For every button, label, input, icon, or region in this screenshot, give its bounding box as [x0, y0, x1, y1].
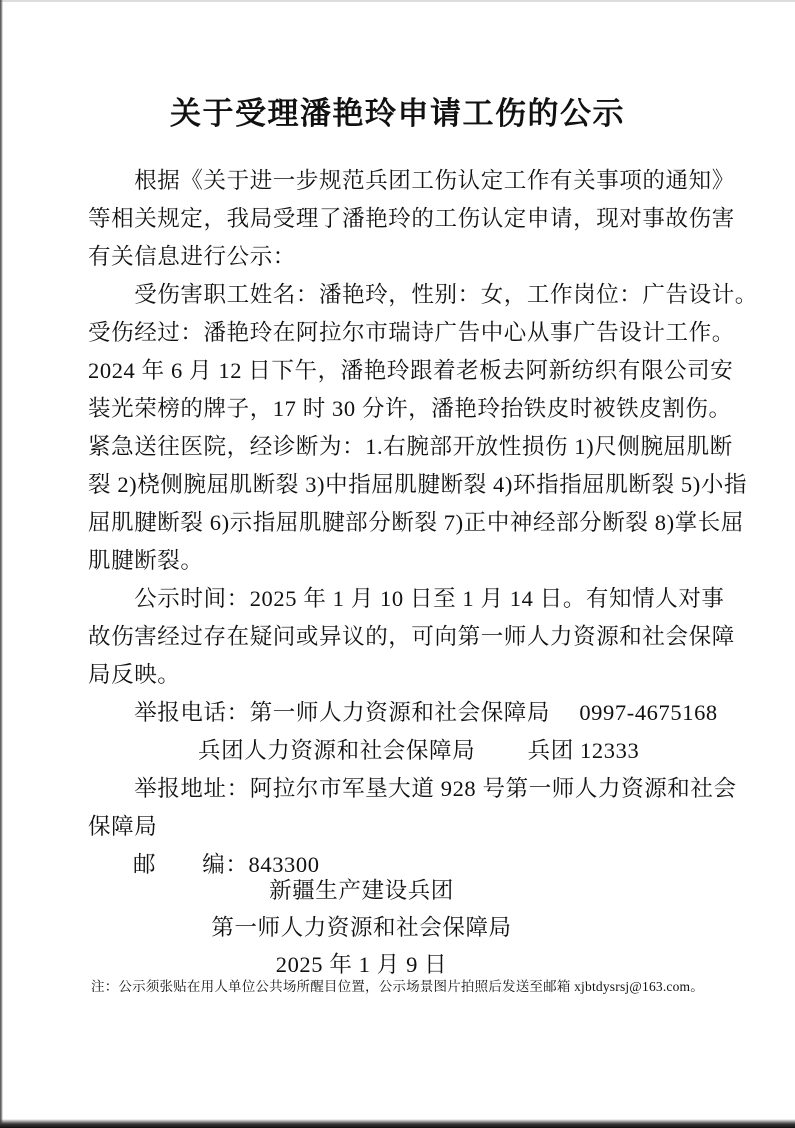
signature-org: 新疆生产建设兵团: [269, 878, 454, 903]
scan-edge-top: [0, 0, 795, 2]
report-phone-line-2: 兵团人力资源和社会保障局 兵团 12333: [198, 738, 640, 763]
intro-line-1: 根据《关于进一步规范兵团工伤认定工作有关事项的通知》: [88, 168, 735, 193]
signature-block: [0, 872, 795, 983]
publicity-period-line-2: 故伤害经过存在疑问或异议的，可向第一师人力资源和社会保障: [88, 624, 735, 649]
report-address-line-2: 保障局: [88, 814, 158, 839]
publicity-period-line-1: 公示时间：2025 年 1 月 10 日至 1 月 14 日。有知情人对事: [88, 586, 725, 611]
scan-edge-bottom: [0, 1119, 795, 1128]
accident-line-4: 紧急送往医院，经诊断为：1.右腕部开放性损伤 1)尺侧腕屈肌断: [88, 434, 733, 459]
accident-line-5: 裂 2)桡侧腕屈肌断裂 3)中指屈肌腱断裂 4)环指指屈肌断裂 5)小指: [88, 472, 748, 497]
footnote-note: 注：公示须张贴在用人单位公共场所醒目位置，公示场景图片拍照后发送至邮箱 xjbtdysrsj@163.com。: [91, 979, 704, 994]
accident-line-2: 2024 年 6 月 12 日下午，潘艳玲跟着老板去阿新纺织有限公司安: [88, 358, 734, 383]
accident-line-1: 受伤经过：潘艳玲在阿拉尔市瑞诗广告中心从事广告设计工作。: [88, 320, 735, 345]
intro-line-2: 等相关规定，我局受理了潘艳玲的工伤认定申请，现对事故伤害: [88, 206, 735, 231]
signature-date: 2025 年 1 月 9 日: [275, 952, 448, 977]
accident-line-7: 肌腱断裂。: [88, 548, 204, 573]
intro-line-3: 有关信息进行公示：: [88, 244, 296, 269]
document-body: [88, 162, 758, 884]
worker-info-line-1: 受伤害职工姓名：潘艳玲，性别：女，工作岗位：广告设计。: [88, 282, 758, 307]
page-title: 关于受理潘艳玲申请工伤的公示: [170, 96, 625, 131]
signature-dept: 第一师人力资源和社会保障局: [211, 915, 512, 940]
report-phone-line-1: 举报电话：第一师人力资源和社会保障局 0997-4675168: [88, 700, 718, 725]
accident-line-3: 装光荣榜的牌子，17 时 30 分许，潘艳玲抬铁皮时被铁皮割伤。: [88, 396, 732, 421]
publicity-period-line-3: 局反映。: [88, 662, 181, 687]
postcode-line: 邮 编：843300: [133, 852, 320, 877]
report-address-line-1: 举报地址：阿拉尔市军垦大道 928 号第一师人力资源和社会: [88, 776, 737, 801]
accident-line-6: 屈肌腱断裂 6)示指屈肌腱部分断裂 7)正中神经部分断裂 8)掌长屈: [88, 510, 745, 535]
